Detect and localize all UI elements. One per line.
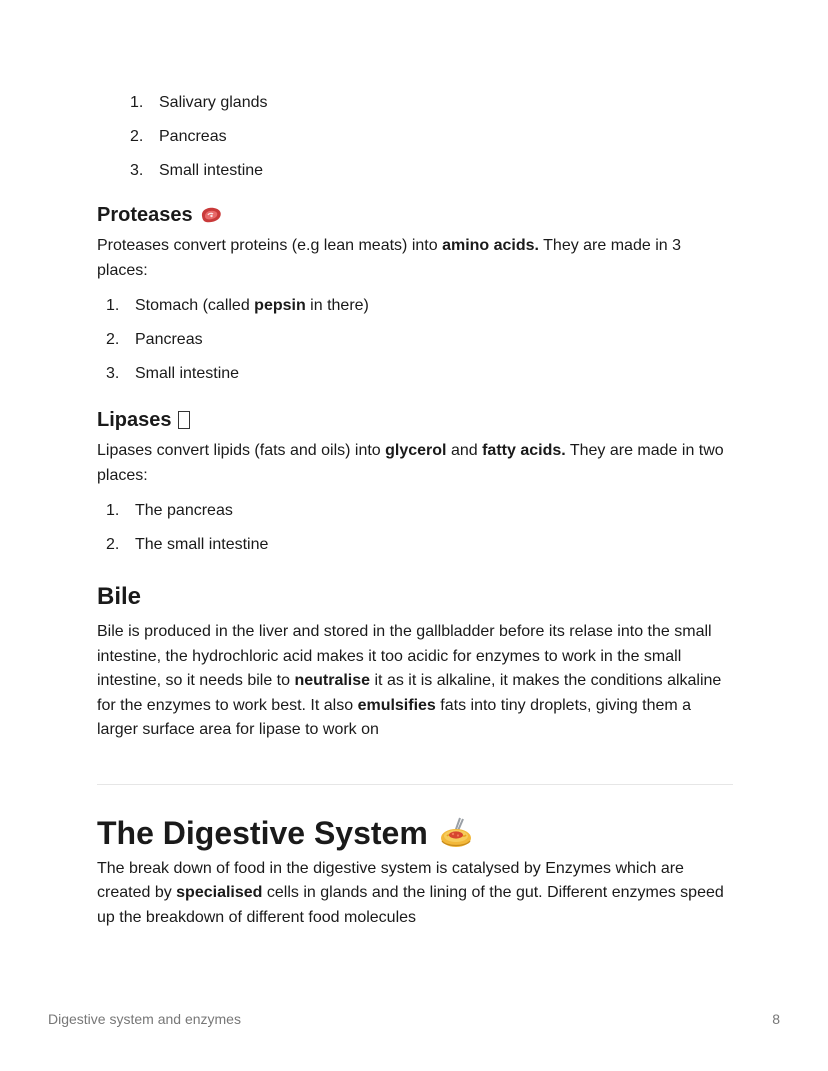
- list-item: 3. Small intestine: [106, 365, 240, 382]
- spaghetti-icon: [438, 815, 474, 851]
- list-item: 1. The pancreas: [106, 502, 233, 519]
- list-item: 1. Salivary glands: [130, 94, 268, 111]
- digestive-system-heading: The Digestive System: [97, 813, 733, 853]
- page-content: [97, 92, 733, 930]
- list-item: 3. Small intestine: [130, 162, 264, 179]
- lipases-description: Lipases convert lipids (fats and oils) into glycerol and fatty acids. They are made in two places:: [97, 442, 724, 484]
- digestive-system-description: The break down of food in the digestive system is catalysed by Enzymes which are created by specialised cells in glands and the lining of the gut. Different enzymes speed up the breakdown of different food molecules: [97, 859, 724, 926]
- footer-page-number: 8: [772, 1011, 780, 1027]
- steak-icon: [199, 202, 223, 228]
- bile-heading: Bile: [97, 583, 142, 610]
- list-item: 2. Pancreas: [130, 128, 227, 145]
- bile-description: Bile is produced in the liver and stored in the gallbladder before its relase into the small intestine, the hydrochloric acid makes it too acidic for enzymes to work in the small intestine, so it needs bile to neutralise it as it is alkaline, it makes the conditions alkaline for the enzymes to work best. It also emulsifies fats into tiny droplets, giving them a larger surface area for lipase to work on: [97, 623, 722, 738]
- protease-sources-list: [97, 295, 733, 385]
- carbohydrase-sources-list: [97, 92, 733, 182]
- footer-document-title: Digestive system and enzymes: [48, 1011, 241, 1027]
- lipase-sources-list: [97, 500, 733, 556]
- list-item: 2. Pancreas: [106, 331, 203, 348]
- lipases-heading: Lipases: [97, 407, 733, 433]
- list-item: 1. Stomach (called pepsin in there): [106, 297, 369, 314]
- proteases-description: Proteases convert proteins (e.g lean meats) into amino acids. They are made in 3 places:: [97, 237, 681, 279]
- list-item: 2. The small intestine: [106, 536, 269, 553]
- missing-glyph-icon: [178, 411, 190, 429]
- proteases-heading: Proteases: [97, 202, 733, 228]
